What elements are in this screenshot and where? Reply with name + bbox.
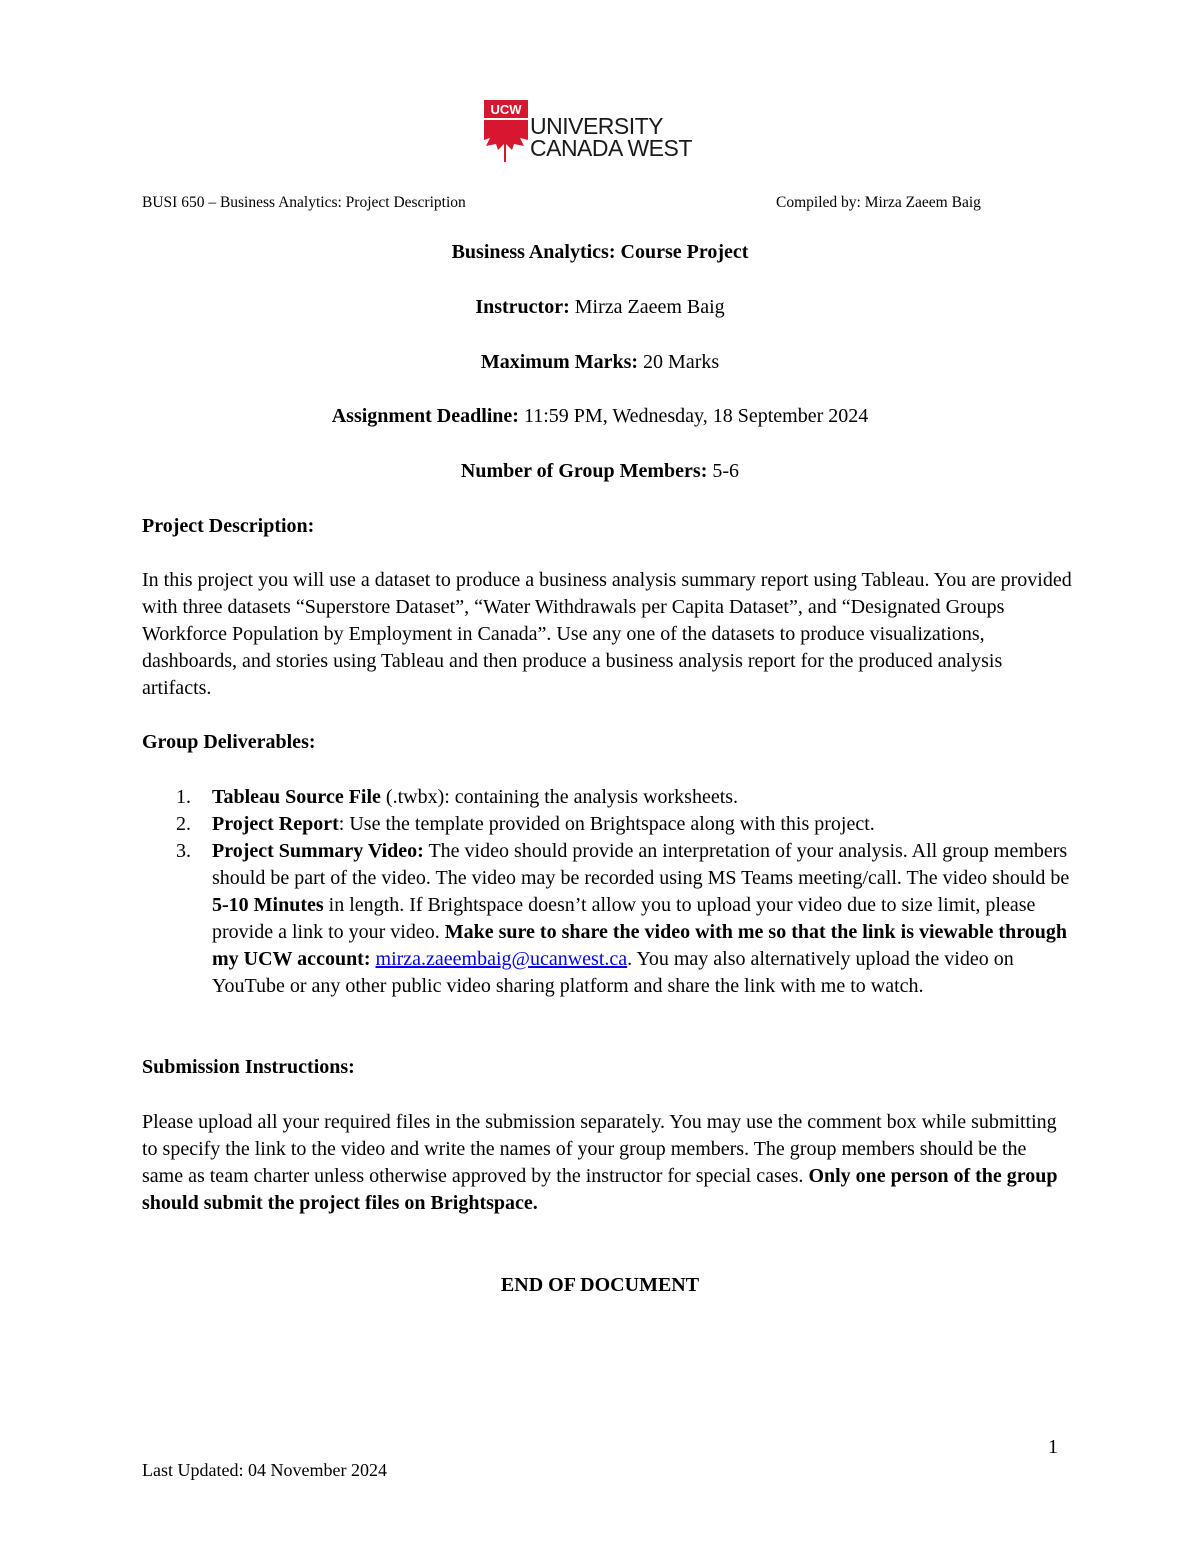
end-of-document: END OF DOCUMENT: [500, 1274, 700, 1296]
instructor-label: Instructor:: [475, 296, 570, 318]
deadline-value: 11:59 PM, Wednesday, 18 September 2024: [518, 405, 869, 427]
list-item: [142, 784, 1082, 811]
logo-line2: CANADA WEST: [530, 135, 692, 161]
project-description-text: In this project you will use a dataset to produce a business analysis summary report using Tableau. You are provided with three datasets “Superstore Dataset”, “Water Withdrawals per Capita Dataset”, and “Designated Groups Workforce Population by Employment in Canada”. Use any one of the datasets to produce visualizations, dashboards, and stories using Tableau and then produce a business analysis report for the produced analysis artifacts.: [142, 569, 1072, 699]
last-updated-footer: Last Updated: 04 November 2024: [142, 1460, 387, 1480]
deliverable-text: The video should provide an interpretation of your analysis. All group members should be part of the video. The video may be recorded using MS Teams meeting/call. The video should be: [212, 840, 1070, 889]
group-members-value: 5-6: [707, 460, 740, 482]
list-number: 2.: [176, 813, 191, 835]
instructor-email-link[interactable]: mirza.zaeembaig@ucanwest.ca: [375, 948, 628, 970]
deliverable-title: Project Report: [212, 813, 339, 835]
deliverable-text: . You may also alternatively upload the video on YouTube or any other public video sharing platform and share the link with me to watch.: [212, 948, 1014, 997]
header-compiled-by: Compiled by: Mirza Zaeem Baig: [776, 194, 981, 211]
list-number: 3.: [176, 840, 191, 862]
header-course: BUSI 650 – Business Analytics: Project Description: [142, 194, 466, 211]
video-length-emphasis: 5-10 Minutes: [212, 894, 324, 916]
submission-instructions-heading: Submission Instructions:: [142, 1056, 355, 1078]
logo-badge-text: UCW: [490, 102, 522, 117]
deliverable-text: : Use the template provided on Brightspace along with this project.: [338, 813, 875, 835]
deliverable-title: Tableau Source File: [212, 786, 381, 808]
instructor-line: [0, 296, 1200, 319]
deliverables-list: [142, 784, 1082, 1000]
page-number: 1: [1048, 1436, 1058, 1458]
deadline-line: [0, 405, 1200, 428]
deliverable-text: (.twbx): containing the analysis worksheets.: [380, 786, 739, 808]
share-video-emphasis: Make sure to share the video with me so that the link is viewable through my UCW account:: [212, 921, 1067, 970]
logo-line1: UNIVERSITY: [530, 113, 664, 139]
submission-text: Please upload all your required files in the submission separately. You may use the comment box while submitting to specify the link to the video and write the names of your group members. The group members should be the same as team charter unless otherwise approved by the instructor for special cases.: [142, 1111, 1057, 1187]
deliverable-text: in length. If Brightspace doesn’t allow you to upload your video due to size limit, please provide a link to your video.: [212, 894, 1036, 943]
deadline-label: Assignment Deadline:: [331, 405, 519, 427]
group-deliverables-heading: Group Deliverables:: [142, 731, 316, 753]
ucw-maple-leaf-logo: [484, 100, 530, 162]
logo-wordmark: [530, 115, 692, 159]
group-members-label: Number of Group Members:: [460, 460, 708, 482]
group-members-line: [0, 460, 1200, 483]
university-logo: [484, 100, 724, 162]
submission-instructions-text: [142, 1109, 1072, 1217]
deliverable-title: Project Summary Video:: [212, 840, 424, 862]
document-title: Business Analytics: Course Project: [451, 241, 749, 263]
marks-value: 20 Marks: [638, 351, 720, 373]
submission-emphasis: Only one person of the group should submit the project files on Brightspace.: [142, 1165, 1058, 1214]
list-number: 1.: [176, 786, 191, 808]
marks-line: [0, 351, 1200, 374]
list-item: [142, 838, 1082, 1000]
project-description-heading: Project Description:: [142, 515, 315, 537]
marks-label: Maximum Marks:: [480, 351, 639, 373]
instructor-value: Mirza Zaeem Baig: [569, 296, 725, 318]
list-item: [142, 811, 1082, 838]
